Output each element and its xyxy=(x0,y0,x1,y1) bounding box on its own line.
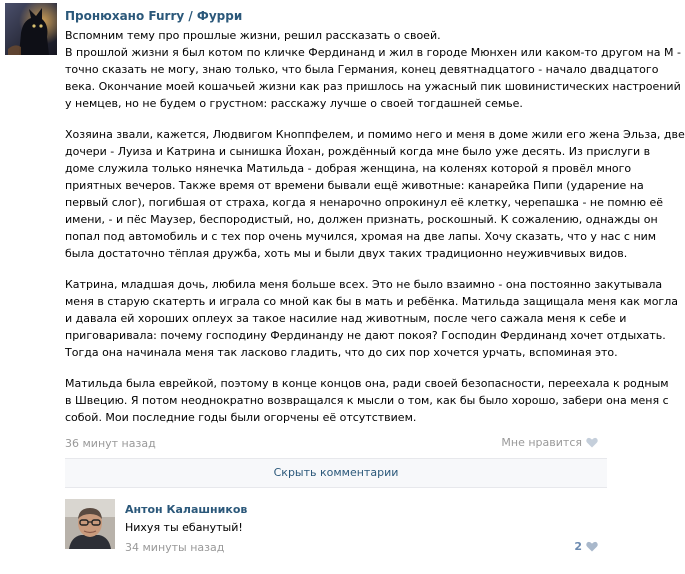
post-text-line: попал под автомобиль и с тех пор очень мучился, хромая на две лапы. Хочу сказать, что у нас с ним xyxy=(65,230,657,243)
group-avatar[interactable] xyxy=(5,3,57,55)
post-text-line: собой. Мои последние годы были огорчены её отсутствием. xyxy=(65,411,417,424)
post-text-line: Матильда была еврейкой, поэтому в конце концов она, ради своей безопасности, переехала к родным xyxy=(65,377,669,390)
post-text-line: Катрина, младшая дочь, любила меня больше всех. Это не было взаимно - она постоянно закутывала xyxy=(65,278,663,291)
post-text-line: доме служила только нянечка Матильда - добрая женщина, на коленях которой я провёл много xyxy=(65,162,632,175)
post-text xyxy=(65,27,685,426)
post-paragraph xyxy=(65,27,681,112)
comment-text: Нихуя ты ебанутый! xyxy=(125,521,243,534)
like-label: Мне нравится xyxy=(501,436,582,449)
post-text-line: у немцев, но не будем о грустном: расскажу лучше о своей тогдашней семье. xyxy=(65,97,523,110)
post-text-line: имени, - и пёс Маузер, беспородистый, но, должен признать, роскошный. К сожалению, однажды он xyxy=(65,213,658,226)
post-text-line: Хозяина звали, кажется, Людвигом Кноппфелем, и помимо него и меня в доме жили его жена Эльза, две xyxy=(65,128,685,141)
group-avatar-icon xyxy=(5,3,57,55)
heart-icon xyxy=(586,437,598,448)
comment-like-count: 2 xyxy=(574,540,582,553)
comment-like-button[interactable] xyxy=(574,540,598,553)
user-avatar-icon xyxy=(65,499,115,549)
post-text-line: Тогда она начинала меня так ласково гладить, что до сих пор хочется урчать, вспоминая это. xyxy=(65,346,618,359)
post-text-line: первый слог), погибшая от страха, когда я ненарочно опрокинул её клетку, черепашка - не помню её xyxy=(65,196,664,209)
post-like-button[interactable] xyxy=(501,436,598,449)
post-paragraph xyxy=(65,126,685,262)
post-paragraph xyxy=(65,375,669,426)
post-text-line: в Швецию. Я потом неоднократно возвращался к мысли о том, как бы было хорошо, забери она меня с xyxy=(65,394,669,407)
post-text-line: и давала ей хороших оплеух за такое насилие над животным, после чего сажала меня к себе и xyxy=(65,312,627,325)
post-text-line: В прошлой жизни я был котом по кличке Фердинанд и жил в городе Мюнхен или каком-то другом на М - xyxy=(65,46,681,59)
post-text-line: века. Окончание моей кошачьей жизни как раз пришлось на ужасный пик шовинистических настроений xyxy=(65,80,681,93)
post-text-line: меня в старую скатерть и играла со мной как бы в мать и ребёнка. Матильда защищала меня как могла xyxy=(65,295,678,308)
post-paragraph xyxy=(65,276,678,361)
comment-author-link[interactable]: Антон Калашников xyxy=(125,503,248,516)
commenter-avatar[interactable] xyxy=(65,499,115,549)
divider xyxy=(65,487,607,488)
post-text-line: приятных вечеров. Также время от времени бывали ещё животные: канарейка Пипи (ударение на xyxy=(65,179,644,192)
hide-comments-button[interactable]: Скрыть комментарии xyxy=(65,459,607,487)
post-timestamp-link[interactable]: 36 минут назад xyxy=(65,437,156,450)
group-name-link[interactable]: Пронюхано Furry / Фурри xyxy=(65,9,243,23)
post-text-line: точно сказать не могу, знаю только, что была Германия, конец девятнадцатого - начало двадцатого xyxy=(65,63,659,76)
post-text-line: была достаточно тёплая дружба, хоть мы и были двух таких традиционно неуживчивых видов. xyxy=(65,247,628,260)
comment-timestamp-link[interactable]: 34 минуты назад xyxy=(125,541,225,554)
post-text-line: Вспомним тему про прошлые жизни, решил рассказать о своей. xyxy=(65,29,441,42)
heart-icon xyxy=(586,541,598,552)
post-text-line: приговаривала: почему господину Фердинанду не дают покоя? Господин Фердинанд хочет отдыхать. xyxy=(65,329,666,342)
post-text-line: дочери - Луиза и Катрина и сынишка Йохан, рождённый когда мне было уже десять. Из прислуги в xyxy=(65,145,651,158)
